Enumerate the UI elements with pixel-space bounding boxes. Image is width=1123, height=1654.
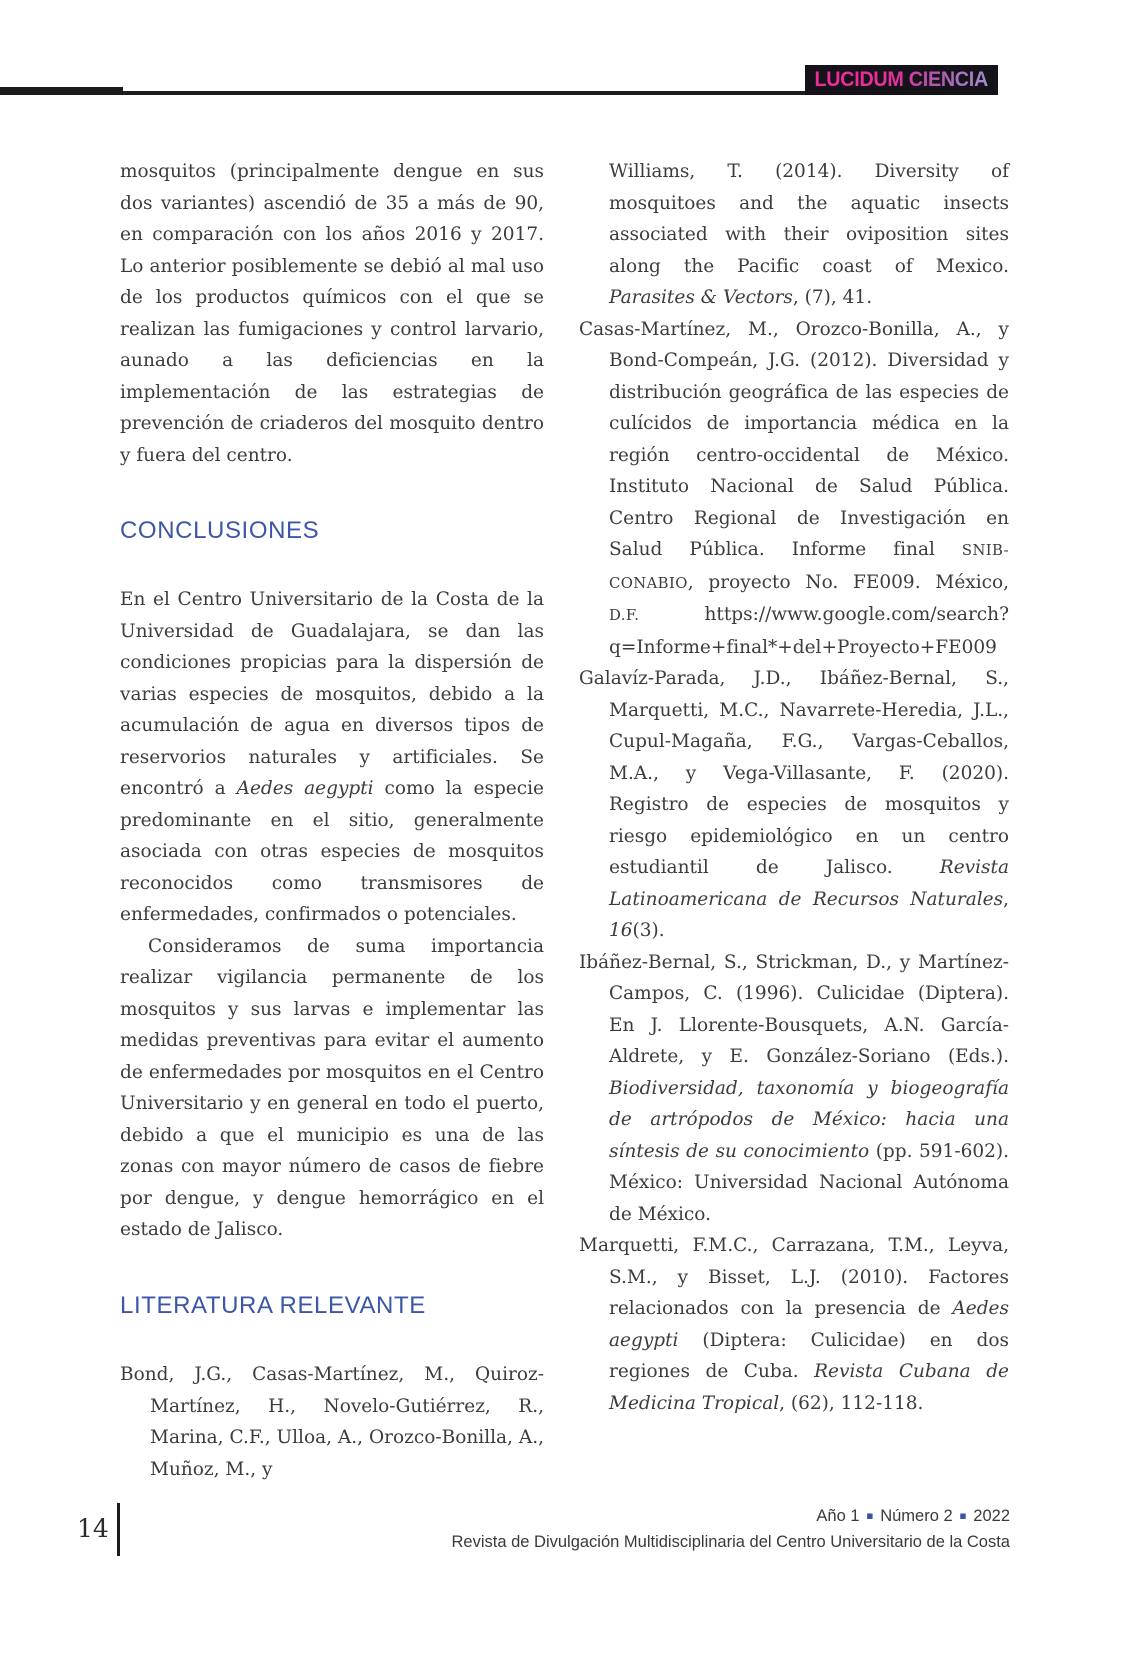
issue-line	[451, 1507, 1010, 1526]
journal-logo-text: LUCIDUM CIENCIA	[814, 68, 989, 91]
text-run: https://www.google.com/search?q=Informe+final*+del+Proyecto+FE009	[609, 604, 1009, 658]
text-run: Galavíz-Parada, J.D., Ibáñez-Bernal, S., Marquetti, M.C., Navarrete-Heredia, J.L., Cupul-Magaña, F.G., Vargas-Ceballos, M.A., y Vega-Villasante, F. (2020). Registro de especies de mosquitos y riesgo epidemiológico en un centro estudiantil de Jalisco.	[579, 668, 1009, 878]
left-column	[120, 156, 544, 1485]
text-run: Aedes aegypti	[236, 778, 374, 800]
reference-bond-start: Bond, J.G., Casas-Martínez, M., Quiroz-Martínez, H., Novelo-Gutiérrez, R., Marina, C.F., Ulloa, A., Orozco-Bonilla, A., Muñoz, M., y	[120, 1364, 544, 1480]
text-run: Revista Latinoamericana de Recursos Naturales	[609, 857, 1009, 910]
page-number: 14	[77, 1514, 109, 1543]
text-run: En el Centro Universitario de la Costa de la Universidad de Guadalajara, se dan las condiciones propicias para la dispersión de varias especies de mosquitos, debido a la acumulación de agua en diversos tipos de reservorios naturales y artificiales. Se encontró a	[120, 589, 544, 800]
reference-marquetti	[579, 1230, 1009, 1419]
text-run: Biodiversidad, taxonomía y biogeografía de artrópodos de México: hacia una síntesis de su conocimiento	[609, 1077, 1009, 1162]
text-run: ,	[1003, 888, 1009, 910]
text-run: (pp. 591-602). México: Universidad Nacional Autónoma de México.	[609, 1140, 1009, 1225]
footer-issue-info	[451, 1507, 1010, 1552]
reference-galaviz-parada	[579, 663, 1009, 947]
reference-bond-continuation	[579, 156, 1009, 314]
text-run: SNIB-CONABIO	[609, 542, 1009, 592]
right-column	[579, 156, 1009, 1419]
text-run: (Diptera: Culicidae) en dos regiones de Cuba.	[609, 1329, 1009, 1382]
text-run: como la especie predominante en el sitio, generalmente asociada con otras especies de mosquitos reconocidos como transmisores de enfermedades, confirmados o potenciales.	[120, 778, 544, 926]
text-run: ▪	[959, 1508, 967, 1522]
section-heading-conclusiones: CONCLUSIONES	[120, 517, 320, 544]
text-run: 2022	[968, 1507, 1010, 1525]
reference-casas-martinez	[579, 314, 1009, 664]
text-run: Aedes aegypti	[609, 1298, 1009, 1351]
text-run: Marquetti, F.M.C., Carrazana, T.M., Leyva, S.M., y Bisset, L.J. (2010). Factores relacionados con la presencia de	[579, 1235, 1009, 1319]
paragraph-conclusiones-2: Consideramos de suma importancia realizar vigilancia permanente de los mosquitos y sus larvas e implementar las medidas preventivas para evitar el aumento de enfermedades por mosquitos en el Centro Universitario y en general en todo el puerto, debido a que el municipio es una de las zonas con mayor número de casos de fiebre por dengue, y dengue hemorrágico en el estado de Jalisco.	[120, 935, 544, 1241]
header-rule-thick-segment	[0, 87, 123, 95]
reference-ibanez-bernal	[579, 947, 1009, 1231]
text-run: ▪	[866, 1508, 874, 1522]
text-run: , proyecto No. FE009. México,	[687, 571, 1009, 593]
section-heading-literatura-relevante: LITERATURA RELEVANTE	[120, 1291, 426, 1319]
journal-logo	[805, 65, 998, 95]
paragraph-continued-from-previous-page: mosquitos (principalmente dengue en sus dos variantes) ascendió de 35 a más de 90, en comparación con los años 2016 y 2017. Lo anterior posiblemente se debió al mal uso de los productos químicos con el que se realizan las fumigaciones y control larvario, aunado a las deficiencias en la implementación de las estrategias de prevención de criaderos del mosquito dentro y fuera del centro.	[120, 161, 544, 466]
text-run: Williams, T. (2014). Diversity of mosquitoes and the aquatic insects associated with their oviposition sites along the Pacific coast of Mexico.	[609, 161, 1009, 277]
text-run: , (7), 41.	[792, 287, 873, 308]
text-run: , (62), 112-118.	[779, 1392, 924, 1414]
text-run: 16	[609, 920, 633, 941]
journal-name: Revista de Divulgación Multidisciplinaria del Centro Universitario de la Costa	[451, 1533, 1010, 1551]
text-run: Ibáñez-Bernal, S., Strickman, D., y Martínez-Campos, C. (1996). Culicidae (Diptera). En J. Llorente-Bousquets, A.N. García-Aldrete, y E. González-Soriano (Eds.).	[579, 951, 1009, 1067]
text-run: D.F.	[609, 607, 640, 624]
text-run: Número 2	[875, 1507, 958, 1525]
text-run: Revista Cubana de Medicina Tropical	[609, 1361, 1009, 1414]
text-run: Casas-Martínez, M., Orozco-Bonilla, A., y Bond-Compeán, J.G. (2012). Diversidad y distribución geográfica de las especies de culícidos de importancia médica en la región centro-occidental de México. Instituto Nacional de Salud Pública. Centro Regional de Investigación en Salud Pública. Informe final	[579, 318, 1009, 560]
text-run: (3).	[632, 920, 665, 941]
text-run: Año 1	[816, 1507, 865, 1525]
text-run: Parasites & Vectors	[609, 287, 793, 308]
paragraph-conclusiones-1	[120, 584, 544, 931]
footer-divider	[117, 1503, 120, 1556]
